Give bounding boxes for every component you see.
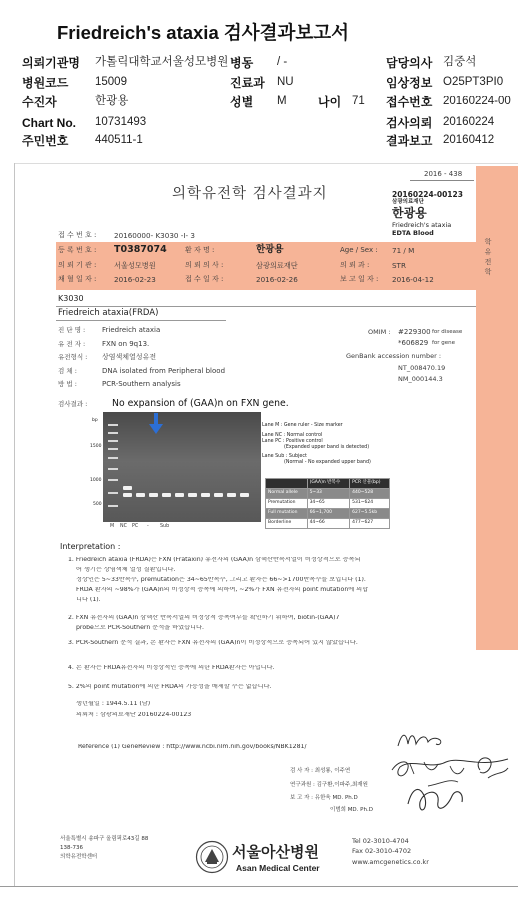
interpretation-line: 어 생기는 상염색체 열성 질환입니다. xyxy=(76,567,176,573)
reference: Reference (1) GeneReview : http://www.ncbi.nlm.nih.gov/books/NBK1281/ xyxy=(78,744,307,750)
specimen-value: DNA isolated from Peripheral blood xyxy=(102,367,226,375)
gel-sample-band xyxy=(123,486,132,490)
scan-left-edge xyxy=(14,163,15,887)
gel-sample-band xyxy=(162,493,171,497)
gel-sample-band xyxy=(136,493,145,497)
reg-no-label: 등 록 번 호 : xyxy=(58,246,97,254)
scan-report-date-value: 2016-04-12 xyxy=(392,275,434,284)
department-value: NU xyxy=(277,76,294,88)
sex-value: M xyxy=(277,95,287,107)
gel-marker-band xyxy=(108,424,118,426)
reg-no-value: T0387074 xyxy=(114,244,167,255)
receive-date-value: 2016-02-26 xyxy=(256,275,298,284)
age-sex-value: 71 / M xyxy=(392,246,415,255)
receive-date-label: 접 수 일 자 : xyxy=(185,275,224,283)
gel-axis-label: 1000 xyxy=(90,478,102,483)
doc-number: 2016 - 438 xyxy=(424,170,463,178)
interpretation-line: 1. Friedreich ataxia (FRDA)는 FXN (Frataxin) 유전자의 (GAA)n 삼핵산반복서열이 비정상적으로 증폭되 xyxy=(68,557,361,563)
gel-marker-band xyxy=(108,432,118,434)
collect-date-value: 2016-02-23 xyxy=(114,275,156,284)
interpretation-line: 5. 2%의 point mutation에 의한 FRDA의 가능성을 배제할 수는 없습니다. xyxy=(68,684,272,690)
table-cell: 627~5.5kb xyxy=(350,509,390,519)
sample-name: 한광용 xyxy=(392,206,427,220)
gel-marker-band xyxy=(108,440,118,442)
scan-title: 의학유전학 검사결과지 xyxy=(172,186,328,202)
diagnosis-label: 진 단 명 : xyxy=(58,326,86,334)
researchers: 연구과원 : 김구환,이파주,최재원 xyxy=(290,782,368,788)
report-title: Friedreich's ataxia 검사결과보고서 xyxy=(57,22,349,43)
interpretation-line: probe으로 PCR-Southern 분석을 하였습니다. xyxy=(76,625,204,631)
lane-label: PC xyxy=(132,524,139,529)
scan-top-edge xyxy=(14,163,518,164)
footer-postcode: 138-736 xyxy=(60,845,83,851)
receipt-no-value: 20160224-00 xyxy=(443,96,511,107)
referrer: 의뢰처 : 삼광의료재단 20160224-00123 xyxy=(76,712,192,718)
test-name: Friedreich ataxia(FRDA) xyxy=(58,308,159,318)
gel-legend-line: (Normal - No expanded upper band) xyxy=(284,460,371,465)
table-cell: Premutation xyxy=(266,499,308,509)
test-code: K3030 xyxy=(58,294,84,303)
result-value: No expansion of (GAA)n on FXN gene. xyxy=(112,398,289,409)
gel-marker-band xyxy=(108,448,118,450)
interpretation-line: 2. FXN 유전자의 (GAA)n 삼핵산 반복서열의 비정상적 증폭여부를 확인하기 위하여, biotin-(GAA)7 xyxy=(68,615,340,621)
patient-name-label: 환 자 명 : xyxy=(185,246,215,254)
doctor-label: 담당의사 xyxy=(386,56,433,70)
collect-date-label: 채 혈 일 자 : xyxy=(58,275,97,283)
table-header-cell xyxy=(266,479,308,489)
gel-legend-line: (Expanded upper band is detected) xyxy=(284,445,370,450)
sample-test: Friedreich's ataxia xyxy=(392,221,452,229)
sample-lab: 삼광의료재단 xyxy=(392,199,424,205)
table-cell: 44~66 xyxy=(307,519,350,529)
table-cell: 5~33 xyxy=(307,489,350,499)
reporter: 보 고 자 : 유한욱 MD. Ph.D xyxy=(290,795,358,801)
request-date-label: 검사의뢰 xyxy=(386,116,433,130)
clinical-info-value: O25PT3PI0 xyxy=(443,76,504,88)
scan-report-date-label: 보 고 일 자 : xyxy=(340,275,379,283)
receipt-no-label: 접수번호 xyxy=(386,95,433,109)
inheritance-value: 상염색체열성유전 xyxy=(102,353,157,361)
gel-marker-band xyxy=(108,468,118,470)
interpretation-title: Interpretation : xyxy=(60,542,121,551)
clinical-info-label: 임상정보 xyxy=(386,76,433,90)
interpretation-line: 3. PCR-Southern 분석 결과, 본 환자는 FXN 유전자의 (GAA)n이 비정상적으로 증폭되어 있지 않았습니다. xyxy=(68,640,358,646)
footer-dept: 의학유전학센터 xyxy=(60,854,98,860)
omim-disease-id: #229300 xyxy=(398,328,431,336)
hospital-code-value: 15009 xyxy=(95,76,127,88)
footer-fax: Fax 02-3010-4702 xyxy=(352,847,412,855)
doc-number-underline xyxy=(410,180,474,181)
table-header-cell: PCR 산물(bp) xyxy=(350,479,390,489)
resident-no-label: 주민번호 xyxy=(22,134,69,148)
gel-axis-label: 1500 xyxy=(90,444,102,449)
specimen-label: 검 체 : xyxy=(58,367,77,375)
method-label: 방 법 : xyxy=(58,380,77,388)
result-label: 검사결과 : xyxy=(58,400,88,408)
omim-gene-note: for gene xyxy=(432,340,456,346)
table-cell: 66~1,700 xyxy=(307,509,350,519)
table-cell: Normal allele xyxy=(266,489,308,499)
requester-value: 삼광의료재단 xyxy=(256,261,298,270)
age-value: 71 xyxy=(352,95,365,107)
test-name-rule xyxy=(56,320,226,321)
institution-scan-label: 의 뢰 기 관 : xyxy=(58,261,97,269)
age-label: 나이 xyxy=(318,95,342,109)
institution-scan-value: 서울성모병원 xyxy=(114,261,156,270)
lane-label: Sub xyxy=(160,524,170,529)
receipt-label: 접 수 번 호 : xyxy=(58,231,97,239)
report-date-value: 20160412 xyxy=(443,134,495,146)
table-cell: 477~627 xyxy=(350,519,390,529)
repeat-size-table xyxy=(265,478,390,529)
department-label: 진료과 xyxy=(230,76,265,90)
gel-legend-line: Lane PC : Positive control xyxy=(262,439,323,444)
omim-disease-note: for disease xyxy=(432,329,463,335)
gel-legend-line: Lane NC : Normal control xyxy=(262,433,323,438)
ward-value: / - xyxy=(277,56,288,68)
patient-value: 한광용 xyxy=(95,95,129,107)
sex-label: 성별 xyxy=(230,95,254,109)
request-date-value: 20160224 xyxy=(443,116,495,128)
gel-marker-band xyxy=(108,479,118,481)
table-row xyxy=(266,509,390,519)
side-tab: 학유전학 xyxy=(484,238,492,278)
gel-axis-label: bp xyxy=(92,418,98,423)
patient-label: 수진자 xyxy=(22,95,57,109)
interpretation-line: FRDA 환자의 ~98%가 (GAA)n의 비정상적 증폭에 의하여, ~2%가 FXN 유전자의 point mutation에 의합 xyxy=(76,587,369,593)
interpretation-line: 정상인은 5~33반복수, premutation은 34~65반복수, 그리고 환자는 66~>1700반복수를 보입니다 (1). xyxy=(76,577,366,583)
gel-sample-band xyxy=(149,493,158,497)
interpretation-line: 니다 (1). xyxy=(76,597,101,603)
receipt-value: 20160000- K3030 -I- 3 xyxy=(114,231,195,240)
chart-no-value: 10731493 xyxy=(95,116,147,128)
test-code-rule xyxy=(56,306,476,307)
table-header-row xyxy=(266,479,390,489)
table-cell: Full mutation xyxy=(266,509,308,519)
dept-label: 의 뢰 과 : xyxy=(340,261,370,269)
gel-sample-band xyxy=(227,493,236,497)
table-cell: 440~528 xyxy=(350,489,390,499)
tester: 검 사 자 : 최성룡, 이주연 xyxy=(290,768,351,774)
gel-sample-band xyxy=(240,493,249,497)
dept-value: STR xyxy=(392,261,406,270)
table-cell: Borderline xyxy=(266,519,308,529)
diagnosis-value: Friedreich ataxia xyxy=(102,326,161,334)
arrow-down-icon xyxy=(148,413,164,435)
gel-sample-band xyxy=(188,493,197,497)
footer-tel: Tel 02-3010-4704 xyxy=(352,837,409,845)
genbank-id-nm: NM_000144.3 xyxy=(398,375,443,383)
lane-label: - xyxy=(147,524,149,529)
gel-axis-label: 500 xyxy=(93,502,102,507)
patient-name-value: 한광용 xyxy=(256,244,284,255)
gel-sample-band xyxy=(201,493,210,497)
table-cell: 34~65 xyxy=(307,499,350,509)
doctor-value: 김중석 xyxy=(443,56,477,68)
orange-side-band xyxy=(476,166,518,650)
lane-label: NC xyxy=(120,524,127,529)
gene-value: FXN on 9q13. xyxy=(102,340,150,348)
requester-label: 의 뢰 의 사 : xyxy=(185,261,224,269)
inheritance-label: 유전형식 : xyxy=(58,353,88,361)
omim-label: OMIM : xyxy=(368,328,391,336)
ward-label: 병동 xyxy=(230,56,254,70)
hospital-code-label: 병원코드 xyxy=(22,76,69,90)
genbank-label: GenBank accession number : xyxy=(346,352,442,360)
gel-legend-line: Lane M : Gene ruler - Size marker xyxy=(262,423,343,428)
gel-marker-band xyxy=(108,505,118,507)
gene-label: 유 전 자 : xyxy=(58,340,86,348)
gel-image xyxy=(103,412,261,522)
gel-sample-band xyxy=(214,493,223,497)
table-row xyxy=(266,519,390,529)
scan-bottom-edge xyxy=(0,886,518,887)
handwritten-signatures xyxy=(380,726,515,818)
gel-legend-line: Lane Sub : Subject xyxy=(262,454,307,459)
birth-date: 생년월일 : 1944.5.11 (남) xyxy=(76,701,151,707)
gel-sample-band xyxy=(175,493,184,497)
gel-marker-band xyxy=(108,457,118,459)
genbank-id-nt: NT_008470.19 xyxy=(398,364,446,372)
chart-no-label: Chart No. xyxy=(22,116,76,130)
lane-label: M xyxy=(110,524,115,529)
method-value: PCR-Southern analysis xyxy=(102,380,181,388)
interpretation-line: 4. 본 환자는 FRDA유전자의 비정상적인 증폭에 의한 FRDA환자는 아닙니다. xyxy=(68,665,275,671)
gel-marker-band xyxy=(108,492,118,494)
institution-value: 가톨릭대학교서울성모병원 xyxy=(95,56,229,68)
table-header-cell: (GAA)n 반복수 xyxy=(307,479,350,489)
sample-id: 20160224-00123 xyxy=(392,190,463,199)
gel-sample-band xyxy=(123,493,132,497)
asan-logo-icon xyxy=(195,840,229,874)
reporter-2: 이범희 MD. Ph.D xyxy=(330,807,373,813)
institution-label: 의뢰기관명 xyxy=(22,56,80,70)
footer-address: 서울특별시 송파구 올림픽로43길 88 xyxy=(60,836,149,842)
table-cell: 531~624 xyxy=(350,499,390,509)
table-row xyxy=(266,489,390,499)
report-date-label: 결과보고 xyxy=(386,134,433,148)
footer-web: www.amcgenetics.co.kr xyxy=(352,858,429,866)
hospital-name-en: Asan Medical Center xyxy=(236,863,320,873)
hospital-name-ko: 서울아산병원 xyxy=(232,843,319,861)
resident-no-value: 440511-1 xyxy=(95,134,143,146)
omim-gene-id: *606829 xyxy=(398,339,429,347)
age-sex-label: Age / Sex : xyxy=(340,246,378,254)
sample-specimen: EDTA Blood xyxy=(392,229,434,237)
table-row xyxy=(266,499,390,509)
